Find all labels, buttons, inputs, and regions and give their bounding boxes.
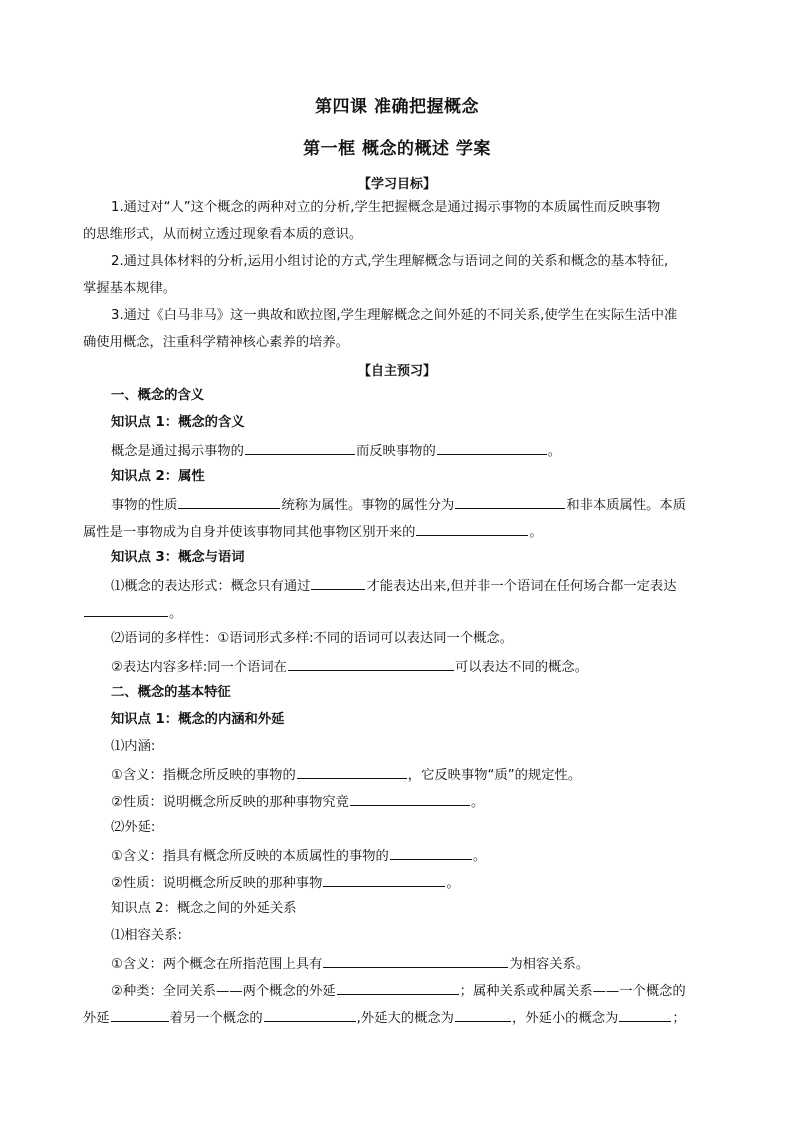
- knowledge-point-1: 知识点 1：概念的含义: [111, 415, 245, 430]
- answer-blank[interactable]: [437, 440, 547, 455]
- fill-line-compatible-types-cont: 外延 着另一个概念的 ,外延大的概念为 ，外延小的概念为 ；: [83, 1007, 683, 1029]
- connotation-label: ⑴内涵:: [111, 739, 156, 754]
- answer-blank[interactable]: [178, 494, 280, 509]
- goal-3-line-1: 3.通过《白马非马》这一典故和欧拉图,学生理解概念之间外延的不同关系,使学生在实际生活中准: [111, 308, 678, 323]
- goals-header: 【学习目标】: [357, 177, 436, 192]
- fill-line-extension-nature: ②性质：说明概念所反映的那种事物 。: [111, 872, 711, 894]
- answer-blank[interactable]: [245, 440, 355, 455]
- fill-line-compatible-meaning: ①含义：两个概念在所指范围上具有 为相容关系。: [111, 953, 711, 975]
- fill-line-content-diversity: ②表达内容多样:同一个语词在 可以表达不同的概念。: [111, 656, 711, 678]
- fill-line-extension-meaning: ①含义：指具有概念所反映的本质属性的事物的 。: [111, 845, 711, 867]
- knowledge-point-3: 知识点 3：概念与语词: [111, 550, 245, 565]
- fill-line-expression-cont: 。: [83, 602, 683, 624]
- fill-line-expression: ⑴概念的表达形式：概念只有通过 才能表达出来,但并非一个语词在任何场合都一定表达: [111, 575, 711, 597]
- answer-blank[interactable]: [337, 980, 459, 995]
- heading-concept-meaning: 一、概念的含义: [111, 388, 205, 403]
- fill-line-attribute-2: 属性是一事物成为自身并使该事物同其他事物区别开来的 。: [83, 521, 683, 543]
- extension-label: ⑵外延:: [111, 820, 156, 835]
- heading-basic-features: 二、概念的基本特征: [111, 685, 231, 700]
- answer-blank[interactable]: [111, 1007, 169, 1022]
- fill-line-connotation-meaning: ①含义：指概念所反映的事物的 ，它反映事物“质”的规定性。: [111, 764, 711, 786]
- lesson-title: 第四课 准确把握概念: [315, 97, 479, 117]
- word-diversity-line: ⑵语词的多样性：①语词形式多样:不同的语词可以表达同一个概念。: [111, 631, 514, 646]
- answer-blank[interactable]: [288, 656, 454, 671]
- answer-blank[interactable]: [390, 845, 472, 860]
- section-title: 第一框 概念的概述 学案: [303, 139, 491, 159]
- goal-1-line-2: 的思维形式，从而树立透过现象看本质的意识。: [83, 227, 363, 242]
- fill-line-concept: 概念是通过揭示事物的 而反映事物的 。: [111, 440, 711, 462]
- answer-blank[interactable]: [323, 953, 508, 968]
- answer-blank[interactable]: [264, 1007, 356, 1022]
- compatible-relation-label: ⑴相容关系:: [111, 928, 182, 943]
- knowledge-point-extension-relations: 知识点 2：概念之间的外延关系: [111, 901, 297, 916]
- goal-2-line-1: 2.通过具体材料的分析,运用小组讨论的方式,学生理解概念与语词之间的关系和概念的基本特征,: [111, 254, 669, 269]
- answer-blank[interactable]: [455, 1007, 511, 1022]
- answer-blank[interactable]: [619, 1007, 671, 1022]
- knowledge-point-2: 知识点 2：属性: [111, 469, 205, 484]
- goal-1-line-1: 1.通过对“人”这个概念的两种对立的分析,学生把握概念是通过揭示事物的本质属性而反映事物: [111, 200, 661, 215]
- goal-3-line-2: 确使用概念，注重科学精神核心素养的培养。: [83, 335, 349, 350]
- answer-blank[interactable]: [297, 764, 407, 779]
- preview-header: 【自主预习】: [357, 364, 436, 379]
- answer-blank[interactable]: [311, 575, 365, 590]
- answer-blank[interactable]: [455, 494, 565, 509]
- answer-blank[interactable]: [84, 602, 168, 617]
- fill-line-connotation-nature: ②性质：说明概念所反映的那种事物究竟 。: [111, 791, 711, 813]
- goal-2-line-2: 掌握基本规律。: [83, 281, 177, 296]
- answer-blank[interactable]: [350, 791, 470, 806]
- fill-line-attribute-1: 事物的性质 统称为属性。事物的属性分为 和非本质属性。本质: [111, 494, 711, 516]
- fill-line-compatible-types: ②种类：全同关系——两个概念的外延 ；属种关系或种属关系——一个概念的: [111, 980, 711, 1002]
- knowledge-point-connotation: 知识点 1：概念的内涵和外延: [111, 712, 285, 727]
- answer-blank[interactable]: [416, 521, 528, 536]
- answer-blank[interactable]: [323, 872, 445, 887]
